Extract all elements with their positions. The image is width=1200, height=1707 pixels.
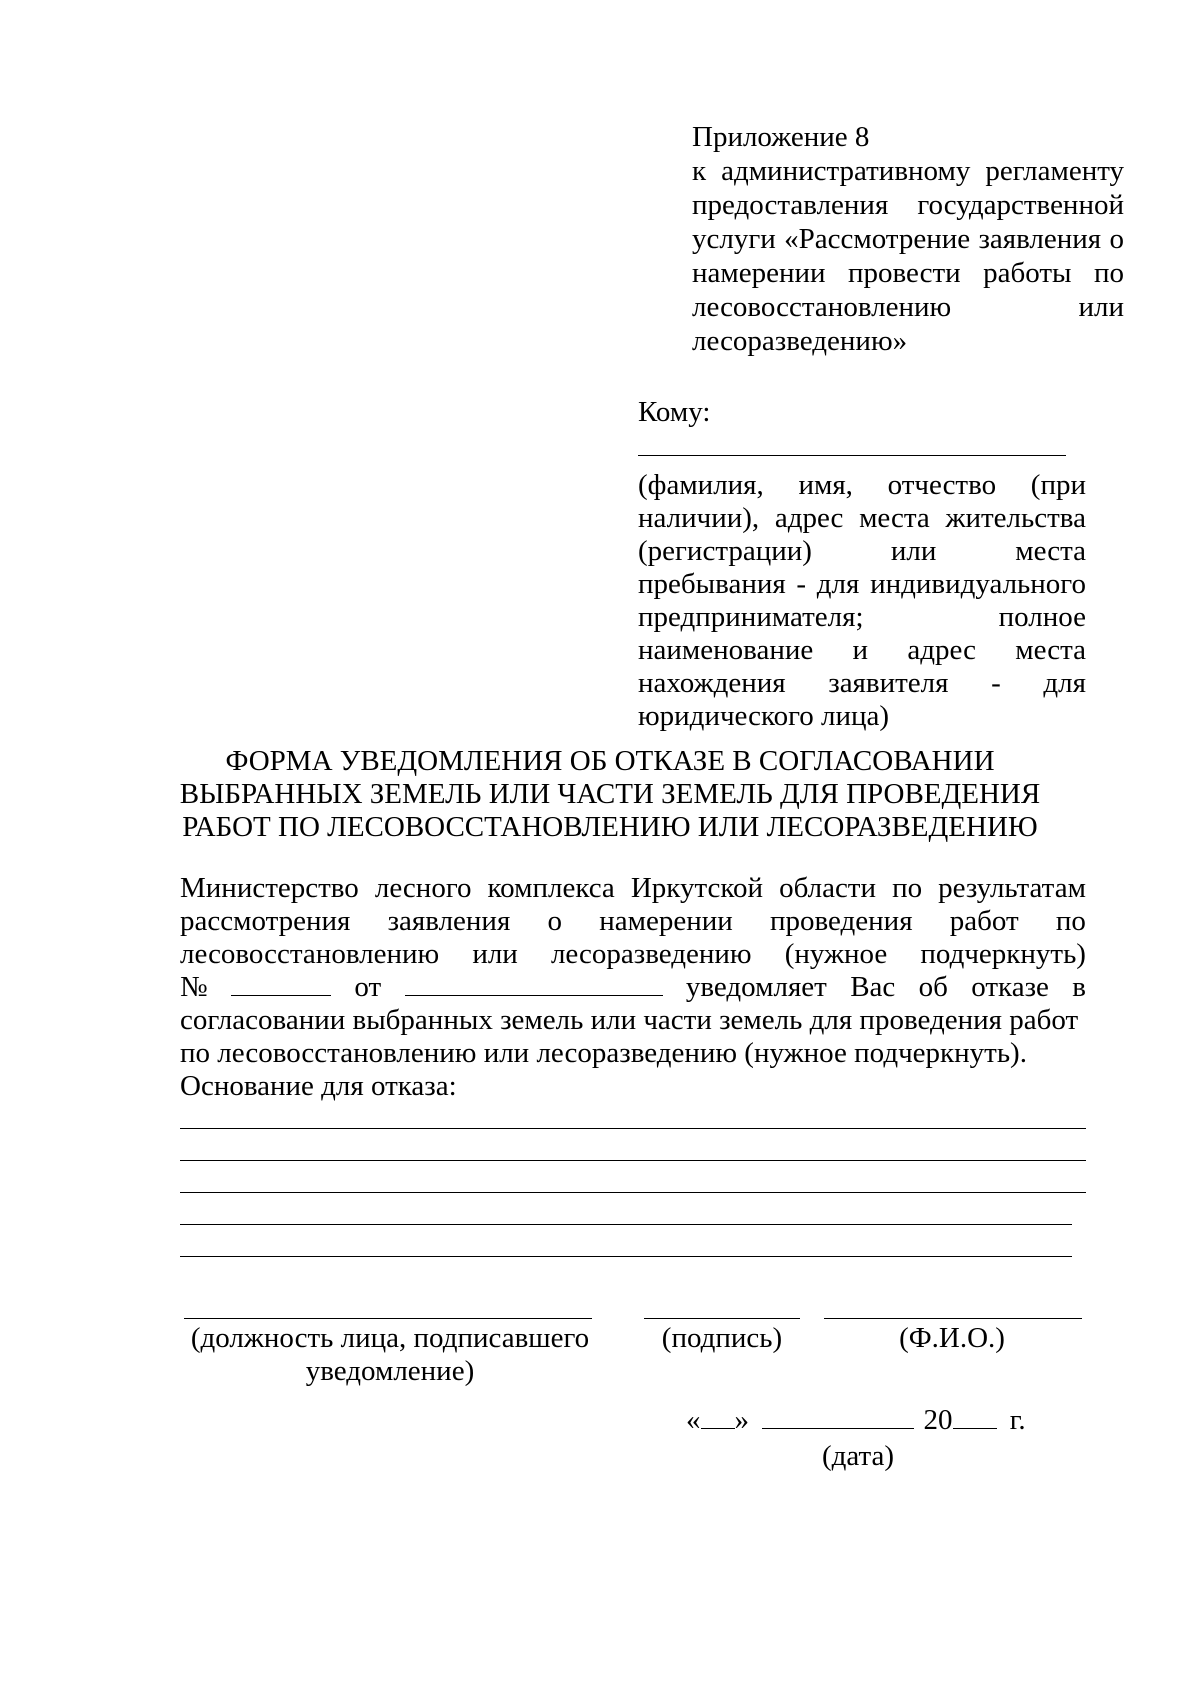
full-name-field[interactable] — [824, 1318, 1082, 1319]
word: Иркутской — [630, 872, 764, 904]
word: (при — [1030, 469, 1086, 501]
position-caption-line: уведомление) — [305, 1355, 475, 1387]
word: работ — [949, 905, 1019, 937]
word: подчеркнуть) — [920, 938, 1086, 970]
word: Вас — [850, 971, 896, 1003]
form-title — [160, 745, 1060, 844]
addressee-hint-line — [638, 667, 1086, 700]
word: провести — [847, 257, 961, 289]
word: отчество — [887, 469, 997, 501]
title-line: ВЫБРАННЫХ ЗЕМЕЛЬ ИЛИ ЧАСТИ ЗЕМЕЛЬ ДЛЯ ПРОВЕДЕНИЯ — [179, 778, 1041, 810]
word: пребывания — [638, 568, 786, 600]
word: и — [852, 634, 869, 666]
word: имя, — [798, 469, 853, 501]
day-field[interactable] — [701, 1404, 735, 1429]
word: работы — [983, 257, 1072, 289]
appendix-line-4 — [692, 256, 1124, 290]
word: проведения — [770, 905, 913, 937]
word: или — [472, 938, 518, 970]
month-field[interactable] — [762, 1404, 914, 1429]
word: - — [796, 568, 807, 600]
word: индивидуального — [870, 568, 1086, 600]
position-caption-line: (должность лица, подписавшего — [190, 1322, 590, 1354]
year-field[interactable] — [953, 1404, 997, 1429]
addressee-hint-last: юридического лица) — [638, 700, 890, 732]
word: нахождения — [638, 667, 786, 699]
word: отказе — [971, 971, 1049, 1003]
word: заявления — [978, 223, 1102, 255]
addressee-hint-line — [638, 535, 1086, 568]
appendix-line-5 — [692, 290, 1124, 324]
word: уведомляет — [685, 971, 827, 1003]
word: заявления — [387, 905, 511, 937]
body-line: по лесовосстановлению или лесоразведению (нужное подчеркнуть). — [180, 1037, 1027, 1069]
addressee-hint-line — [638, 568, 1086, 601]
word: о — [547, 905, 563, 937]
word: о — [1109, 223, 1124, 255]
word: лесовосстановлению — [180, 938, 440, 970]
word: или — [890, 535, 937, 567]
word: к — [692, 155, 707, 187]
word: наименование — [638, 634, 814, 666]
word: административному — [721, 155, 971, 187]
word: для — [816, 568, 860, 600]
reason-line[interactable] — [180, 1128, 1086, 1129]
word: места — [1015, 634, 1086, 666]
body-line-number-date — [180, 971, 1086, 1004]
word: «Рассмотрение — [784, 223, 971, 255]
reason-line[interactable] — [180, 1224, 1072, 1225]
word: по — [1055, 905, 1086, 937]
word: комплекса — [487, 872, 615, 904]
word: места — [1015, 535, 1086, 567]
close-quote: » — [734, 1404, 749, 1436]
application-date-field[interactable] — [405, 971, 663, 996]
reason-line[interactable] — [180, 1192, 1086, 1193]
word: (регистрации) — [638, 535, 812, 567]
word: лесовосстановлению — [692, 291, 952, 323]
word: намерении — [599, 905, 733, 937]
word: регламенту — [985, 155, 1124, 187]
word: намерении — [692, 257, 826, 289]
word: или — [1078, 291, 1124, 323]
position-field[interactable] — [184, 1318, 592, 1319]
open-quote: « — [686, 1404, 701, 1436]
word: - — [991, 667, 1001, 699]
appendix-number: Приложение 8 — [692, 121, 870, 153]
notice-body — [180, 872, 1086, 1103]
appendix-line-1 — [692, 154, 1124, 188]
signature-caption: (подпись) — [661, 1322, 783, 1354]
addressee-hint-line — [638, 469, 1086, 502]
word: по — [892, 872, 923, 904]
word: полное — [998, 601, 1086, 633]
reason-label: Основание для отказа: — [180, 1070, 457, 1102]
word: об — [918, 971, 948, 1003]
year-suffix: г. — [1009, 1404, 1026, 1436]
word: лесного — [374, 872, 472, 904]
word: лесоразведению — [550, 938, 752, 970]
addressee-hint-line — [638, 634, 1086, 667]
addressee-hint-line — [638, 502, 1086, 535]
body-line — [180, 938, 1086, 971]
body-line — [180, 872, 1086, 905]
appendix-line-last: лесоразведению» — [692, 325, 908, 357]
addressee-hint-line — [638, 601, 1086, 634]
from-word: от — [354, 971, 382, 1003]
century: 20 — [923, 1404, 953, 1436]
word: жительства — [945, 502, 1086, 534]
position-caption — [190, 1322, 590, 1388]
signature-field[interactable] — [644, 1318, 800, 1319]
number-sign: № — [180, 971, 208, 1003]
date-caption: (дата) — [822, 1440, 895, 1472]
application-number-field[interactable] — [231, 971, 331, 996]
date-row — [686, 1404, 1026, 1437]
word: (нужное — [784, 938, 888, 970]
word: (фамилия, — [638, 469, 764, 501]
word: адрес — [774, 502, 844, 534]
word: наличии), — [638, 502, 760, 534]
word: предпринимателя; — [638, 601, 864, 633]
word: услуги — [692, 223, 776, 255]
appendix-header — [692, 120, 1124, 358]
word: по — [1093, 257, 1124, 289]
signature-lines — [0, 1318, 1200, 1320]
addressee-label: Кому: — [638, 396, 711, 428]
addressee-blank-field[interactable] — [638, 455, 1066, 456]
reason-fields — [180, 1128, 1086, 1288]
reason-line[interactable] — [180, 1256, 1072, 1257]
word: места — [859, 502, 930, 534]
title-line: ФОРМА УВЕДОМЛЕНИЯ ОБ ОТКАЗЕ В СОГЛАСОВАНИИ — [225, 745, 995, 777]
body-line: согласовании выбранных земель или части земель для проведения работ — [180, 1004, 1079, 1036]
word: области — [779, 872, 877, 904]
word: заявителя — [828, 667, 949, 699]
title-line: РАБОТ ПО ЛЕСОВОССТАНОВЛЕНИЮ ИЛИ ЛЕСОРАЗВЕДЕНИЮ — [182, 811, 1038, 843]
word: результатам — [938, 872, 1086, 904]
appendix-line-3 — [692, 222, 1124, 256]
word: предоставления — [692, 189, 889, 221]
body-line — [180, 905, 1086, 938]
addressee-block — [638, 396, 1086, 733]
word: рассмотрения — [180, 905, 351, 937]
word: в — [1072, 971, 1086, 1003]
word: Министерство — [180, 872, 359, 904]
word: адрес — [907, 634, 976, 666]
reason-line[interactable] — [180, 1160, 1086, 1161]
full-name-caption: (Ф.И.О.) — [899, 1322, 1005, 1354]
word: государственной — [917, 189, 1124, 221]
word: для — [1043, 667, 1086, 699]
appendix-line-2 — [692, 188, 1124, 222]
